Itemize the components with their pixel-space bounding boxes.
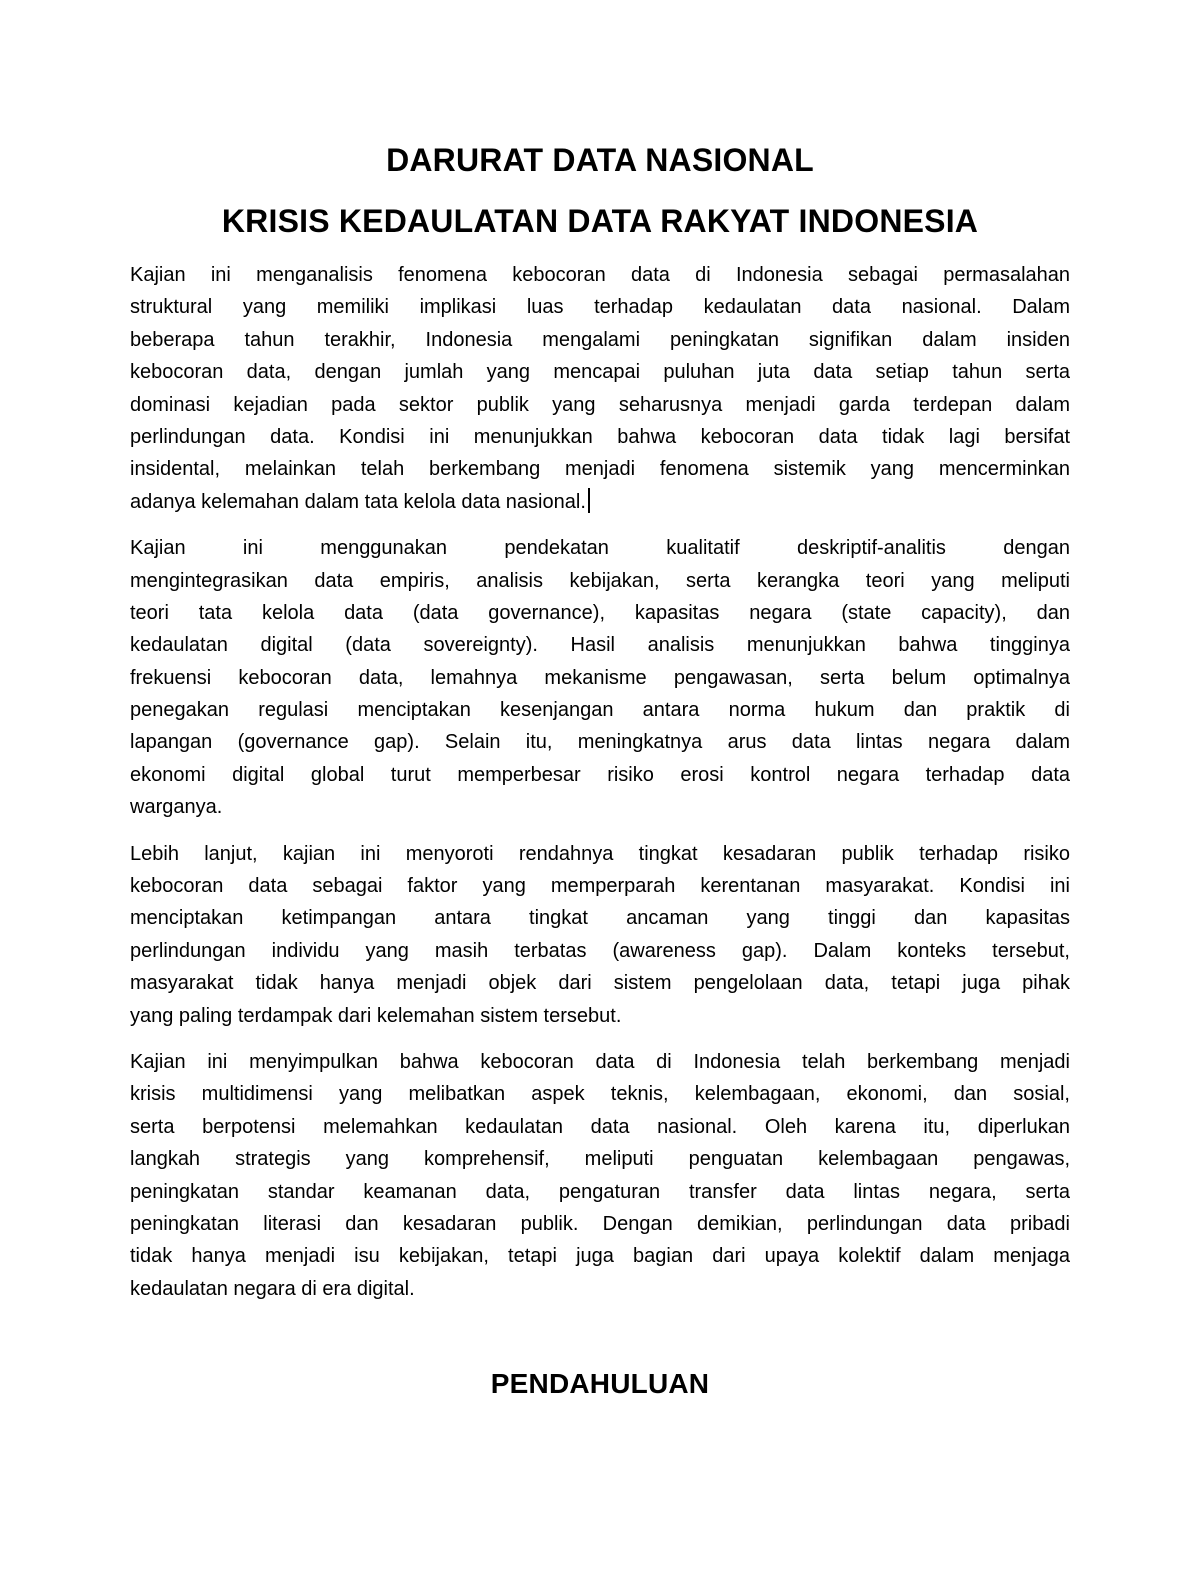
- text-line: lapangan (governance gap). Selain itu, meningkatnya arus data lintas negara dalam: [130, 731, 1070, 754]
- text-line-content: adanya kelemahan dalam tata kelola data nasional.: [130, 490, 586, 513]
- text-line: ekonomi digital global turut memperbesar risiko erosi kontrol negara terhadap data: [130, 763, 1070, 786]
- text-line: kedaulatan digital (data sovereignty). Hasil analisis menunjukkan bahwa tingginya: [130, 634, 1070, 657]
- paragraph-abstract-3: [130, 838, 1070, 1032]
- text-line: masyarakat tidak hanya menjadi objek dari sistem pengelolaan data, tetapi juga pihak: [130, 972, 1070, 995]
- document-subtitle: KRISIS KEDAULATAN DATA RAKYAT INDONESIA: [221, 203, 979, 239]
- text-line: dominasi kejadian pada sektor publik yang seharusnya menjadi garda terdepan dalam: [130, 393, 1070, 416]
- text-line: peningkatan standar keamanan data, pengaturan transfer data lintas negara, serta: [130, 1180, 1070, 1203]
- text-line: frekuensi kebocoran data, lemahnya mekanisme pengawasan, serta belum optimalnya: [130, 666, 1070, 689]
- text-line: kedaulatan negara di era digital.: [130, 1277, 415, 1300]
- text-line: Lebih lanjut, kajian ini menyoroti rendahnya tingkat kesadaran publik terhadap risiko: [130, 842, 1070, 865]
- text-line: mengintegrasikan data empiris, analisis kebijakan, serta kerangka teori yang meliputi: [130, 569, 1070, 592]
- text-line: kebocoran data, dengan jumlah yang mencapai puluhan juta data setiap tahun serta: [130, 361, 1070, 384]
- text-line: insidental, melainkan telah berkembang menjadi fenomena sistemik yang mencerminkan: [130, 458, 1070, 481]
- text-line: penegakan regulasi menciptakan kesenjangan antara norma hukum dan praktik di: [130, 699, 1070, 722]
- text-line: teori tata kelola data (data governance), kapasitas negara (state capacity), dan: [130, 601, 1070, 624]
- text-line: serta berpotensi melemahkan kedaulatan data nasional. Oleh karena itu, diperlukan: [130, 1115, 1070, 1138]
- text-line: tidak hanya menjadi isu kebijakan, tetapi juga bagian dari upaya kolektif dalam menjaga: [130, 1245, 1070, 1268]
- text-cursor-caret: [588, 488, 590, 513]
- text-line: perlindungan data. Kondisi ini menunjukkan bahwa kebocoran data tidak lagi bersifat: [130, 425, 1070, 448]
- text-line: struktural yang memiliki implikasi luas terhadap kedaulatan data nasional. Dalam: [130, 296, 1070, 319]
- document-title: DARURAT DATA NASIONAL: [386, 142, 814, 178]
- text-line: [130, 486, 1070, 518]
- text-line: beberapa tahun terakhir, Indonesia mengalami peningkatan signifikan dalam insiden: [130, 328, 1070, 351]
- section-heading-pendahuluan: PENDAHULUAN: [490, 1368, 710, 1400]
- text-line: langkah strategis yang komprehensif, meliputi penguatan kelembagaan pengawas,: [130, 1148, 1070, 1171]
- text-line: Kajian ini menyimpulkan bahwa kebocoran data di Indonesia telah berkembang menjadi: [130, 1051, 1070, 1074]
- text-line: menciptakan ketimpangan antara tingkat ancaman yang tinggi dan kapasitas: [130, 907, 1070, 930]
- text-line: yang paling terdampak dari kelemahan sistem tersebut.: [130, 1004, 622, 1027]
- paragraph-abstract-2: [130, 532, 1070, 824]
- text-line: krisis multidimensi yang melibatkan aspek teknis, kelembagaan, ekonomi, dan sosial,: [130, 1083, 1070, 1106]
- text-line: perlindungan individu yang masih terbatas (awareness gap). Dalam konteks tersebut,: [130, 939, 1070, 962]
- text-line: warganya.: [130, 796, 223, 819]
- text-line: kebocoran data sebagai faktor yang memperparah kerentanan masyarakat. Kondisi ini: [130, 875, 1070, 898]
- paragraph-abstract-1: [130, 259, 1070, 518]
- paragraph-abstract-4: [130, 1046, 1070, 1305]
- text-line: Kajian ini menganalisis fenomena kebocoran data di Indonesia sebagai permasalahan: [130, 264, 1070, 286]
- text-line: peningkatan literasi dan kesadaran publik. Dengan demikian, perlindungan data pribadi: [130, 1212, 1070, 1235]
- text-line: Kajian ini menggunakan pendekatan kualitatif deskriptif-analitis dengan: [130, 537, 1070, 560]
